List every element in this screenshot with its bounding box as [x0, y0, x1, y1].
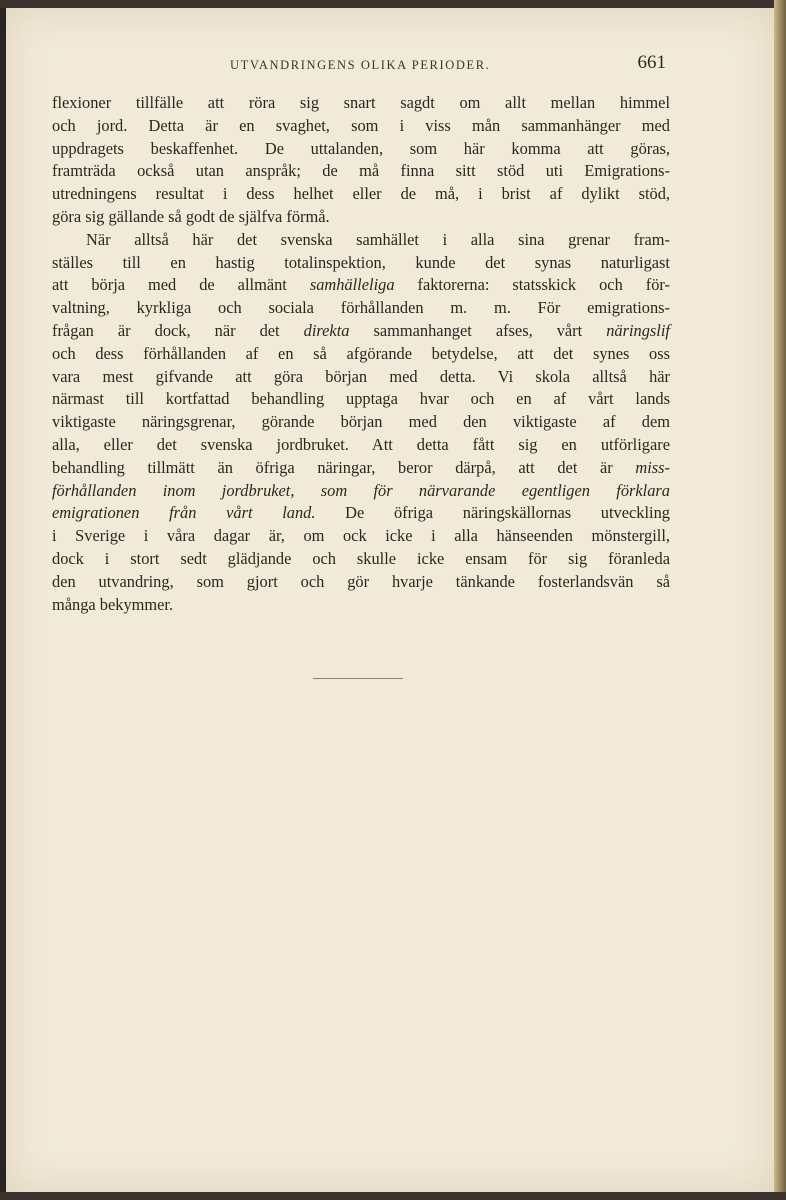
paragraph-1 [52, 92, 670, 229]
text-line: den utvandring, som gjort och gör hvarje tänkande fosterlandsvän så [52, 571, 670, 591]
text-line: viktigaste näringsgrenar, görande början med den viktigaste af dem [52, 412, 670, 432]
text-line: ställes till en hastig totalinspektion, kunde det synas naturligast [52, 252, 670, 272]
text-run: De öfriga näringskällornas utveckling [315, 503, 670, 523]
text-line: göra sig gällande så godt de själfva förmå. [52, 206, 330, 226]
italic-text: samhälleliga [309, 275, 395, 295]
text-line: närmast till kortfattad behandling upptaga hvar och en af vårt lands [52, 389, 670, 409]
italic-text: direkta [303, 320, 350, 340]
text-line: vara mest gifvande att göra början med detta. Vi skola alltså här [52, 366, 670, 386]
text-line [52, 274, 670, 297]
text-line: flexioner tillfälle att röra sig snart sagdt om allt mellan himmel [52, 93, 670, 112]
text-line: och jord. Detta är en svaghet, som i viss mån sammanhänger med [52, 115, 670, 135]
italic-text: emigrationen från vårt land. [52, 503, 316, 523]
text-line [52, 457, 670, 480]
bottom-page-edge [0, 1192, 786, 1200]
text-run: sammanhanget afses, vårt [349, 320, 607, 340]
text-line: valtning, kyrkliga och sociala förhållanden m. m. För emigrations- [52, 298, 670, 318]
text-line: och dess förhållanden af en så afgörande betydelse, att det synes oss [52, 343, 670, 363]
section-divider [313, 678, 403, 679]
paragraph-2 [52, 229, 670, 617]
text-line [52, 480, 670, 503]
text-line: i Sverige i våra dagar är, om ock icke i alla hänseenden mönstergill, [52, 526, 670, 546]
text-run: frågan är dock, när det [52, 320, 304, 340]
page-header [52, 52, 666, 78]
text-line: många bekymmer. [52, 594, 174, 614]
text-line: alla, eller det svenska jordbruket. Att detta fått sig en utförligare [52, 434, 670, 454]
text-line: utredningens resultat i dess helhet eller de må, i brist af dylikt stöd, [52, 184, 670, 204]
text-run: faktorerna: statsskick och för- [394, 275, 670, 295]
italic-text: miss- [635, 457, 670, 477]
page-number: 661 [637, 52, 666, 73]
text-line [52, 320, 670, 343]
text-run: att börja med de allmänt [52, 275, 310, 295]
text-line: När alltså här det svenska samhället i alla sina grenar fram- [86, 229, 670, 249]
italic-text: förhållanden inom jordbruket, som för närvarande egentligen förklara [52, 480, 670, 500]
running-head: UTVANDRINGENS OLIKA PERIODER. [230, 58, 491, 72]
book-binding-edge [774, 0, 786, 1200]
text-line: dock i stort sedt glädjande och skulle icke ensam för sig föranleda [52, 548, 670, 568]
body-text [52, 92, 670, 616]
text-run: behandling tillmätt än öfriga näringar, beror därpå, att det är [52, 457, 636, 477]
text-line [52, 502, 670, 525]
text-line: uppdragets beskaffenhet. De uttalanden, som här komma att göras, [52, 138, 670, 158]
italic-text: näringslif [606, 320, 670, 340]
text-line: framträda också utan anspråk; de må finna sitt stöd uti Emigrations- [52, 161, 670, 181]
top-page-edge [0, 0, 786, 8]
